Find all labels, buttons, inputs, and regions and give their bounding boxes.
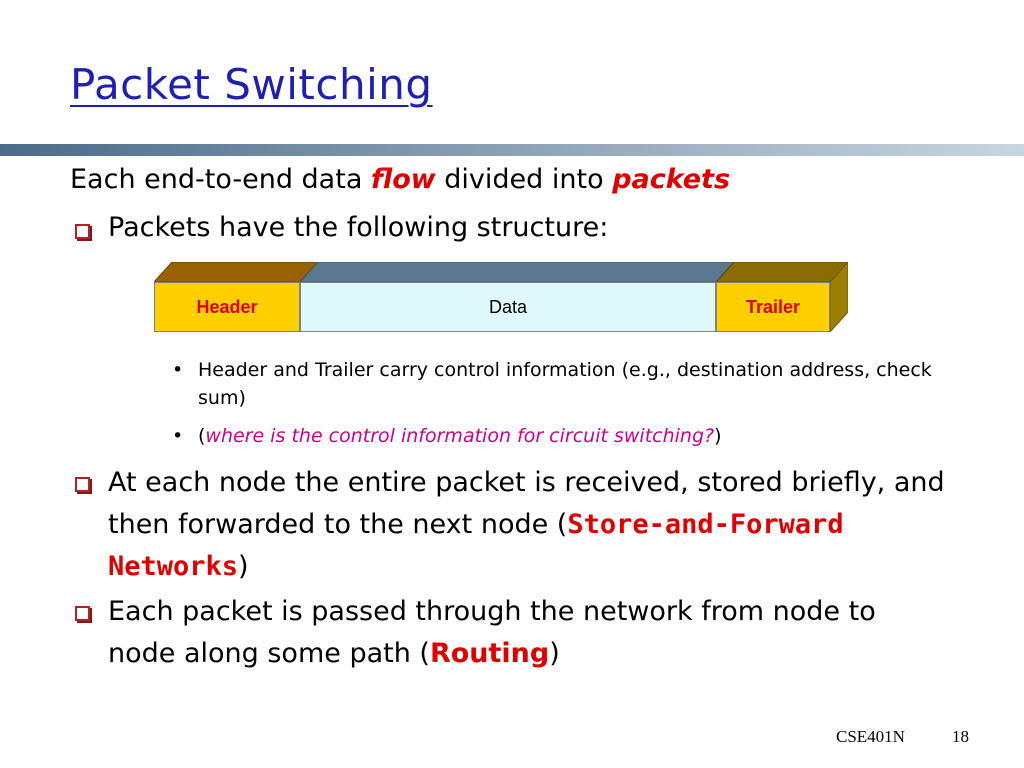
flow-emphasis: flow: [370, 164, 436, 195]
packet-header-segment: Header: [154, 282, 300, 332]
diagram-side-face: [830, 262, 848, 332]
sub-bullet-list: [170, 356, 978, 450]
dot-bullet-icon: •: [172, 359, 184, 381]
packet-data-segment: Data: [300, 282, 716, 332]
intro-mid: divided into: [435, 164, 613, 195]
routing-emphasis: Routing: [429, 638, 550, 669]
packets-emphasis: packets: [612, 164, 731, 195]
footer-course: CSE401N: [836, 727, 905, 746]
sub-bullet-item: [170, 422, 978, 450]
intro-pre: Each end-to-end data: [70, 164, 371, 195]
sub-bullet-text: Header and Trailer carry control information (e.g., destination address, check sum): [198, 359, 932, 409]
diagram-top-face: [154, 262, 848, 282]
store-forward-text: At each node the entire packet is received, stored briefly, and then forwarded to the next node (: [108, 467, 945, 540]
store-forward-emphasis: Store-and-Forward Networks: [108, 509, 844, 582]
sub-open-paren: (: [198, 425, 206, 447]
routing-text: Each packet is passed through the network from node to node along some path (: [108, 596, 876, 669]
bullet-structure: Packets have the following structure:: [108, 212, 609, 243]
bullet-routing: [108, 591, 948, 675]
square-bullet-icon: [75, 477, 90, 492]
store-forward-close: ): [238, 551, 249, 582]
sub-question-text: where is the control information for circuit switching?: [205, 425, 715, 447]
square-bullet-icon: [75, 224, 90, 239]
sub-bullet-item: [170, 356, 978, 412]
dot-bullet-icon: •: [172, 425, 184, 447]
footer-page-number: 18: [952, 727, 969, 746]
routing-close: ): [549, 638, 560, 669]
packet-diagram: [154, 262, 848, 334]
square-bullet-icon: [75, 606, 90, 621]
slide-title: Packet Switching: [70, 60, 433, 109]
packet-trailer-segment: Trailer: [716, 282, 830, 332]
bullet-store-forward: [108, 462, 948, 588]
intro-line: [70, 164, 730, 195]
sub-close-paren: ): [714, 425, 722, 447]
title-divider: [0, 144, 1024, 156]
